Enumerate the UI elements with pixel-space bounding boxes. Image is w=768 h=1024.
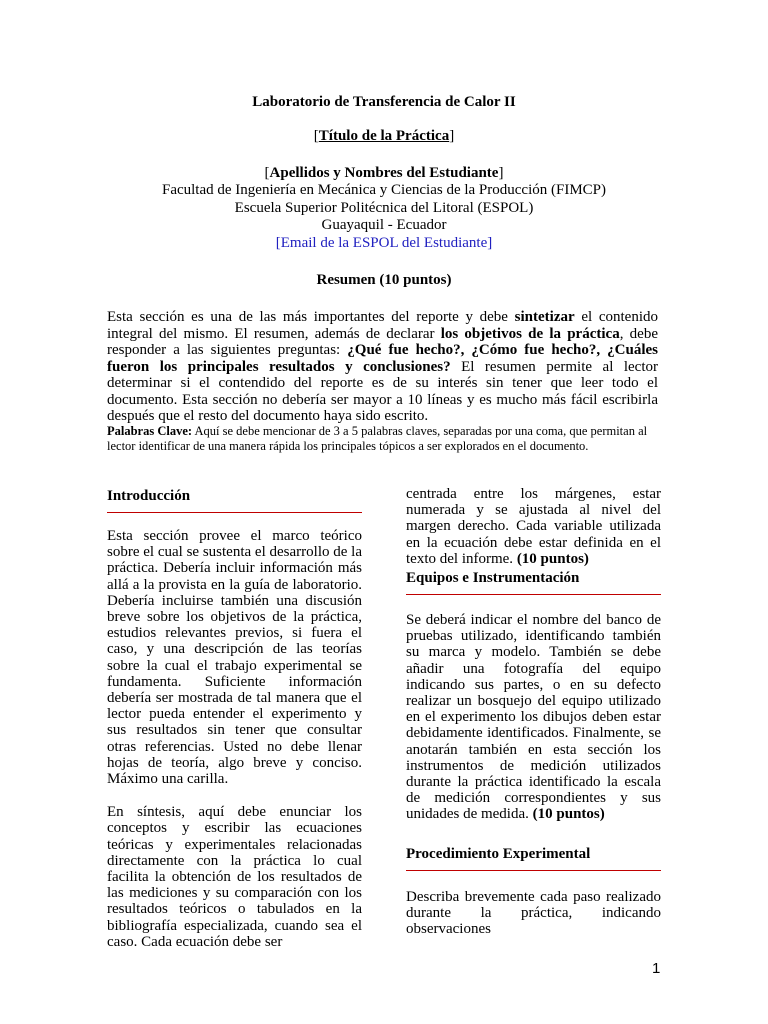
- student-email-text: Email de la ESPOL del Estudiante: [280, 235, 488, 251]
- practice-title-text: Título de la Práctica: [318, 128, 450, 144]
- keywords-label: Palabras Clave:: [107, 424, 193, 438]
- procedure-heading-rule: [406, 870, 661, 871]
- city-line: Guayaquil - Ecuador: [321, 217, 447, 233]
- student-name-text: Apellidos y Nombres del Estudiante: [269, 165, 499, 181]
- practice-title: [Título de la Práctica]: [313, 128, 455, 144]
- procedure-body: Describa brevemente cada paso realizado durante la práctica, indicando observaciones: [406, 889, 661, 938]
- keywords: Palabras Clave: Aquí se debe mencionar de 3 a 5 palabras claves, separadas por una coma, que permitan al lector identificar de una manera rápida los principales tópicos a ser explorados en el documento.: [107, 424, 648, 453]
- faculty-line: Facultad de Ingeniería en Mecánica y Ciencias de la Producción (FIMCP): [161, 182, 607, 198]
- course-title: Laboratorio de Transferencia de Calor II: [252, 94, 516, 110]
- abstract-text: Esta sección es una de las más importantes del reporte y debe sintetizar el contenido integral del mismo. El resumen, además de declarar los objetivos de la práctica, debe responder a las siguientes preguntas: ¿Qué fue hecho?, ¿Cómo fue hecho?, ¿Cuáles fueron los principales resultados y conclusiones? El resumen permite al lector determinar si el contendido del reporte es de su interés sin tener que leer todo el documento. Esta sección no debería ser mayor a 10 líneas y es mucho más fácil escribirla después que el resto del documento haya sido escrito.: [107, 309, 658, 424]
- abstract-heading: Resumen (10 puntos): [316, 272, 452, 288]
- intro-body: [107, 528, 362, 950]
- intro-paragraph-1: Esta sección provee el marco teórico sobre el cual se sustenta el desarrollo de la práctica. Debería incluir información más allá a la provista en la guía de laboratorio. Debería incluirse también una discusión breve sobre los objetivos de la práctica, estudios relevantes previos, si fuera el caso, y una descripción de las teorías sobre la cual el trabajo experimental se fundamenta. Suficiente información debería ser mostrada de tal manera que el lector pueda entender el experimento y sus resultados sin tener que consultar otras referencias. Usted no debe llenar hojas de teoría, algo breve y conciso. Máximo una carilla.: [107, 528, 362, 788]
- equipment-heading: Equipos e Instrumentación: [406, 570, 580, 586]
- school-line: Escuela Superior Politécnica del Litoral (ESPOL): [234, 200, 534, 216]
- student-name: [Apellidos y Nombres del Estudiante]: [264, 165, 504, 181]
- intro-heading: Introducción: [107, 488, 191, 504]
- procedure-heading: Procedimiento Experimental: [406, 846, 591, 862]
- intro-paragraph-2: En síntesis, aquí debe enunciar los conceptos y escribir las ecuaciones teóricas y experimentales relacionadas directamente con la práctica lo cual facilita la obtención de los resultados de las mediciones y su comparación con los resultados teóricos o tabulados en la bibliografía especializada, cuando sea el caso. Cada ecuación debe ser: [107, 804, 362, 950]
- equipment-heading-rule: [406, 594, 661, 595]
- student-email: [Email de la ESPOL del Estudiante]: [275, 235, 493, 251]
- equation-continuation: centrada entre los márgenes, estar numerada y se ajustada al nivel del margen derecho. Cada variable utilizada en la ecuación debe estar definida en el texto del informe. (10 puntos): [406, 486, 661, 567]
- intro-heading-rule: [107, 512, 362, 513]
- page-number: 1: [652, 960, 661, 977]
- equipment-body: Se deberá indicar el nombre del banco de pruebas utilizado, identificando también su marca y modelo. También se debe añadir una fotografía del equipo indicando sus partes, o en su defecto realizar un bosquejo del equipo utilizado en el experimento los dibujos deben estar debidamente identificados. Finalmente, se anotarán también en esta sección los instrumentos de medición utilizados durante la práctica identificado la escala de medición correspondientes y sus unidades de medida. (10 puntos): [406, 612, 661, 823]
